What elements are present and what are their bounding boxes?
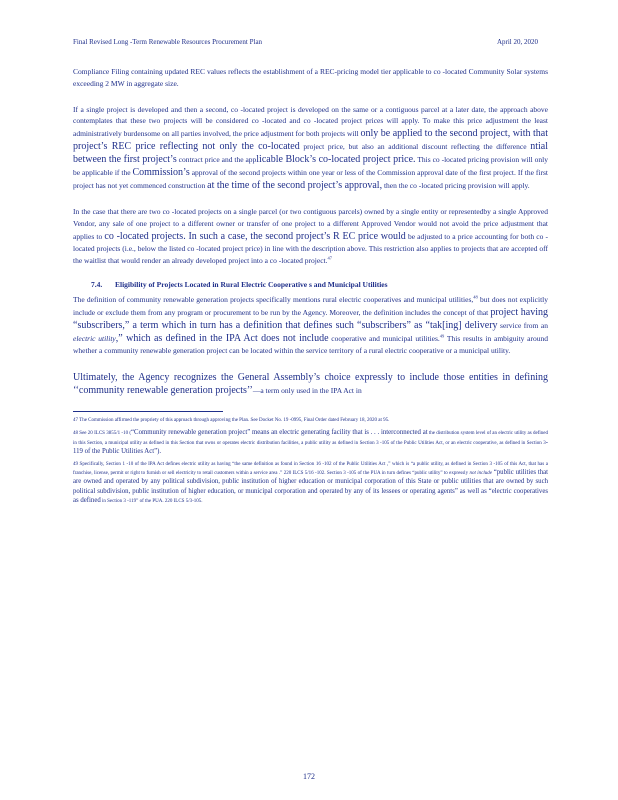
paragraph-definition: The definition of community renewable generation projects specifically mentions rural electric cooperatives and municipal utilities,$^{48}$ but does not explicitly include or exclude them from any program or procurement to be run by the Agency. Moreover, the definition includes the concept of that project having “subscribers,” a term which in turn has a definition that defines such “subscribers” as “tak[ing] delivery service from an electric utility,” which as defined in the IPA Act does not include cooperative and municipal utilities.$^{49}$ This results in ambiguity around whether a community renewable generation project can be located within the service territory of a rural electric cooperative or a municipal utility. <box>73 294 549 356</box>
paragraph-compliance-filing: Compliance Filing containing updated REC values reflects the establishment of a REC-pricing model tier applicable to co -located Community Solar systems exceeding 2 MW in aggregate size. <box>73 67 548 88</box>
footnote-ref-49: 49 <box>439 333 445 339</box>
paragraph-single-parcel: In the case that there are two co -located projects on a single parcel (or two contiguous parcels) owned by a single entity or representedby a single Approved Vendor, any sale of one project to a different owner or transfer of one project to a different Approved Vendor would not avoid the price adjustment that applies to co -located projects. In such a case, the second project’s R EC price would be adjusted to a price accounting for both co -located projects (i.e., below the listed co -located project price) in line with the description above. This restriction also applies to projects that are accepted off the waitlist that would render an already developed project into a co -located project.$^{47}$ <box>73 207 548 265</box>
header-date: April 20, 2020 <box>496 38 538 46</box>
footnote-ref-47: 47 <box>327 255 332 261</box>
paragraph-co-located-pricing: If a single project is developed and then a second, co -located project is developed on the same or a contiguous parcel at a later date, the approach above contemplates that these two projects will be considered co -located and co -located project prices will apply. To make this price adjustment the least administratively burdensome on all parties involved, the price adjustment for both projects will only be applied to the second project, with that project’s REC price reflecting not only the co-located project price, but also an additional discount reflecting the difference ntial between the first project’s contract price and the applicable Block’s co-located project price. This co -located pricing provision will only be applicable if the Commission’s approval of the second projects within one year or less of the Commission approval date of the first project. If the first project has not yet commenced construction at the time of the second project’s approval, then the co -located pricing provision will apply. <box>73 104 549 192</box>
section-heading-7-4 <box>73 280 548 290</box>
footnote-48: 48 See 20 ILCS 3855/1 -10 (“Community renewable generation project” means an electric generating facility that is . . . interconnected at the distribution system level of an electric utility as defined in this Section, a municipal utility as defined in this Section that owns or operates electric distribution facilities, a public utility as defined in Section 3 -105 of the Public Utilities Act, or an electric cooperative, as defined in Section 3-119 of the Public Utilities Act”). <box>73 429 549 456</box>
footnote-ref-48: 48 <box>473 294 478 300</box>
header-title: Final Revised Long -Term Renewable Resources Procurement Plan <box>73 38 263 46</box>
footnote-49: 49 Specifically, Section 1 -10 of the IPA Act defines electric utility as having “the same definition as found in Section 16 -102 of the Public Utilities Act ,” which is “a public utility, as defined in Section 3 -105 of this Act, that has a franchise, license, permit or right to furnish or sell electricity to retail customers within a service area .” 220 ILCS 5/16 -102. Section 3 -105 of the PUA in turn defines “public utility” to expressly not include “public utilities that are owned and operated by any political subdivision, public institution of higher education or municipal corporation of this State or public utilities that are owned by such political subdivision, public institution of higher education, or municipal corporation and operated by any of its lessees or operating agents” as well as “electric cooperatives as defined in Section 3 -119” of the PUA. 220 ILCS 5/3-105. <box>73 461 549 505</box>
section-number: 7.4. <box>91 280 103 290</box>
page-number: 172 <box>303 772 315 781</box>
document-body <box>73 66 548 510</box>
section-title: Eligibility of Projects Located in Rural Electric Cooperative s and Municipal Utilities <box>115 280 388 290</box>
footnote-separator <box>73 411 223 412</box>
footnote-47: 47 The Commission affirmed the propriety of this approach through approving the Plan. See Docket No. 19 -0995, Final Order dated February 18, 2020 at 95. <box>73 417 390 423</box>
running-header <box>73 38 538 50</box>
paragraph-ultimately: Ultimately, the Agency recognizes the General Assembly’s choice expressly to include those entities in defining ‘‘community renewable generation projects’’—a term only used in the IPA Act in <box>73 371 548 396</box>
